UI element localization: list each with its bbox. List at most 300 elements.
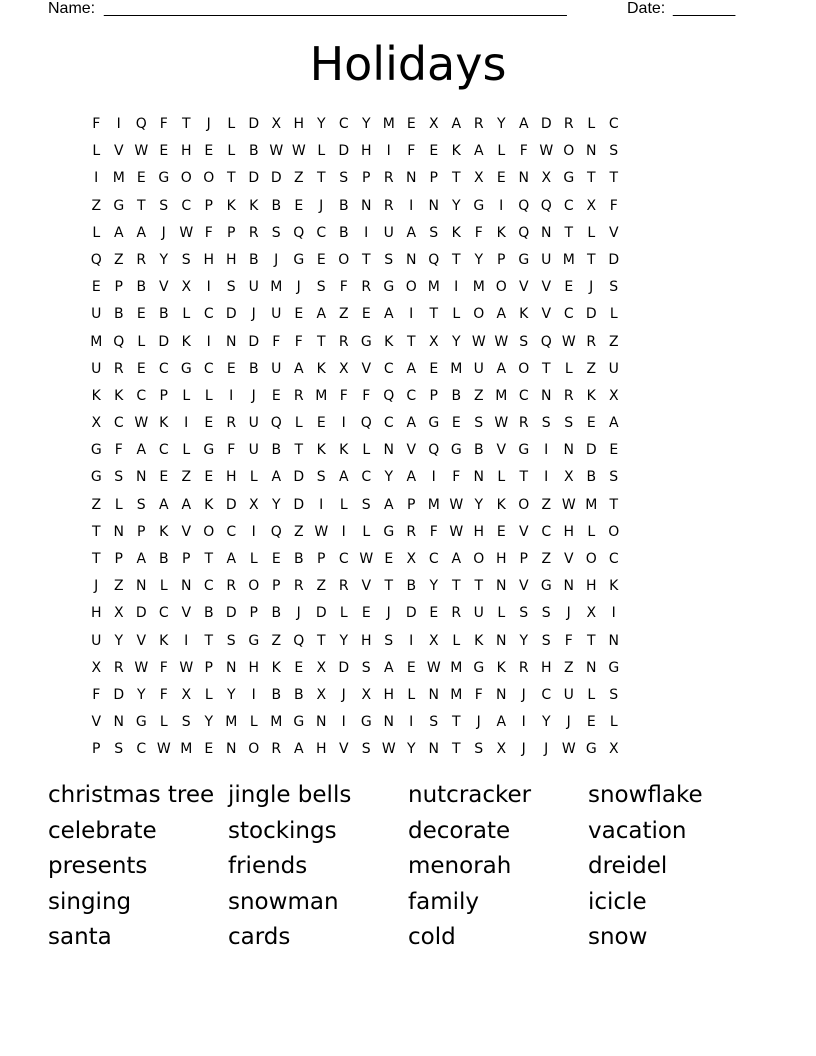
grid-letter: D [248,116,260,132]
grid-letter: F [474,686,483,703]
grid-letter: J [251,306,256,323]
grid-letter: H [360,143,372,160]
word-list [48,778,768,956]
grid-letter: H [293,116,305,132]
grid-letter: N [541,387,552,404]
grid-letter: A [293,360,304,377]
grid-letter: B [248,251,259,268]
grid-letter: K [474,632,484,649]
word-list-item: singing [48,888,132,915]
grid-letter: I [116,116,121,132]
grid-letter: Q [518,224,530,241]
grid-letter: K [451,224,461,241]
grid-letter: X [361,686,372,703]
grid-letter: S [609,279,619,296]
grid-letter: X [428,333,439,350]
grid-letter: G [360,714,372,731]
grid-letter: L [452,306,461,323]
grid-letter: H [90,605,102,622]
grid-letter: W [359,551,374,567]
grid-letter: Q [360,415,372,432]
grid-letter: Q [428,442,440,459]
grid-letter: Z [271,632,282,649]
grid-letter: W [494,415,509,432]
grid-letter: M [90,333,103,350]
grid-letter: N [428,197,439,214]
grid-letter: F [272,333,281,350]
grid-letter: T [586,170,596,187]
grid-letter: A [496,360,507,377]
grid-letter: L [182,442,191,459]
grid-letter: C [181,197,192,214]
grid-letter: F [609,197,618,214]
grid-letter: I [319,496,324,513]
grid-letter: X [541,170,552,187]
grid-letter: D [158,333,170,350]
grid-letter: G [113,197,125,214]
word-list-item: snow [588,924,648,951]
grid-letter: G [608,659,620,676]
grid-letter: T [519,469,529,486]
grid-letter: W [291,143,306,160]
grid-letter: V [608,224,619,241]
grid-letter: E [586,415,596,432]
grid-letter: E [271,387,281,404]
grid-letter: O [180,170,192,187]
grid-letter: L [249,714,258,731]
grid-letter: P [92,741,101,758]
grid-letter: V [361,578,372,595]
word-list-item: jingle bells [228,782,352,808]
word-list-item: vacation [588,817,687,844]
grid-letter: F [204,224,213,241]
grid-letter: R [361,279,372,296]
grid-letter: Z [293,170,304,187]
grid-letter: T [181,116,191,132]
grid-letter: I [251,686,256,703]
word-list-item: stockings [228,817,337,844]
grid-letter: M [225,714,238,731]
grid-letter: Y [114,632,124,649]
grid-letter: E [136,306,146,323]
grid-letter: E [204,143,214,160]
grid-letter: O [473,551,485,567]
word-list-item: snowflake [588,782,703,808]
grid-letter: L [159,578,168,595]
grid-letter: B [271,605,282,622]
grid-letter: B [473,442,484,459]
grid-letter: C [563,197,574,214]
grid-letter: S [181,714,191,731]
grid-letter: N [113,523,124,540]
grid-letter: I [364,224,369,241]
grid-letter: D [113,686,125,703]
grid-letter: W [561,496,576,513]
grid-letter: Q [518,197,530,214]
grid-letter: H [383,686,395,703]
grid-letter: L [182,387,191,404]
grid-letter: J [566,714,571,731]
grid-letter: P [249,605,258,622]
grid-letter: V [406,442,417,459]
grid-letter: A [136,551,147,567]
grid-letter: G [450,442,462,459]
grid-letter: U [563,686,574,703]
grid-letter: P [204,659,213,676]
grid-letter: W [314,523,329,540]
grid-letter: X [181,686,192,703]
grid-letter: D [248,170,260,187]
grid-letter: R [451,605,462,622]
grid-letter: V [496,442,507,459]
grid-letter: W [426,659,441,676]
grid-letter: U [608,360,619,377]
grid-letter: C [203,306,214,323]
grid-letter: Y [496,116,506,132]
grid-letter: E [429,605,439,622]
grid-letter: M [450,659,463,676]
grid-letter: E [564,279,574,296]
grid-letter: Y [226,686,236,703]
grid-letter: C [541,523,552,540]
grid-letter: L [587,224,596,241]
grid-letter: U [91,306,102,323]
grid-letter: Q [293,224,305,241]
grid-letter: C [203,578,214,595]
grid-letter: F [474,224,483,241]
grid-letter: C [383,360,394,377]
grid-letter: Y [474,251,484,268]
grid-letter: W [449,496,464,513]
grid-letter: I [386,143,391,160]
word-list-item: icicle [588,888,647,915]
grid-letter: T [586,632,596,649]
grid-letter: T [451,170,461,187]
grid-letter: F [92,686,101,703]
grid-letter: I [544,469,549,486]
grid-letter: S [114,741,124,758]
grid-letter: O [495,279,507,296]
grid-letter: Y [159,251,169,268]
grid-letter: N [608,632,619,649]
grid-letter: D [293,496,305,513]
grid-letter: U [541,251,552,268]
grid-letter: I [94,170,99,187]
page-title: Holidays [309,37,507,91]
grid-letter: C [203,360,214,377]
grid-letter: I [409,306,414,323]
grid-letter: H [225,469,237,486]
grid-letter: W [471,333,486,350]
grid-letter: I [611,605,616,622]
grid-letter: A [383,659,394,676]
grid-letter: R [113,659,124,676]
grid-letter: B [113,306,124,323]
grid-letter: U [248,279,259,296]
grid-letter: X [248,496,259,513]
grid-letter: X [563,469,574,486]
grid-letter: T [316,632,326,649]
grid-letter: V [541,306,552,323]
grid-letter: B [271,197,282,214]
grid-letter: E [271,551,281,567]
grid-letter: K [384,333,394,350]
grid-letter: L [497,469,506,486]
date-label: Date: [627,0,666,17]
grid-letter: A [451,116,462,132]
grid-letter: E [136,360,146,377]
grid-letter: E [294,306,304,323]
grid-letter: K [496,496,506,513]
grid-letter: Z [113,251,124,268]
grid-letter: N [428,686,439,703]
grid-letter: E [316,415,326,432]
word-list-item: presents [48,853,148,880]
grid-letter: E [384,551,394,567]
grid-letter: A [316,306,327,323]
grid-letter: N [518,170,529,187]
grid-letter: I [206,279,211,296]
word-list-item: santa [48,924,112,951]
grid-letter: S [361,496,371,513]
grid-letter: M [450,686,463,703]
grid-letter: L [227,116,236,132]
grid-letter: L [587,686,596,703]
grid-letter: W [179,224,194,241]
grid-letter: Y [451,197,461,214]
grid-letter: B [271,442,282,459]
grid-letter: W [134,415,149,432]
grid-letter: R [113,360,124,377]
grid-letter: O [203,170,215,187]
grid-letter: G [473,197,485,214]
grid-letter: J [94,578,99,595]
grid-letter: Z [563,659,574,676]
grid-letter: I [251,523,256,540]
grid-letter: Y [339,632,349,649]
grid-letter: Q [293,632,305,649]
grid-letter: G [90,469,102,486]
grid-letter: G [293,251,305,268]
grid-letter: R [383,170,394,187]
grid-letter: S [519,605,529,622]
grid-letter: F [339,279,348,296]
grid-letter: S [519,333,529,350]
grid-letter: N [226,741,237,758]
grid-letter: A [293,741,304,758]
grid-letter: N [586,659,597,676]
grid-letter: W [494,333,509,350]
word-list-item: celebrate [48,817,157,844]
grid-letter: U [91,632,102,649]
grid-letter: R [518,659,529,676]
grid-letter: B [338,224,349,241]
grid-letter: O [203,523,215,540]
grid-letter: O [473,306,485,323]
grid-letter: O [518,360,530,377]
grid-letter: A [406,415,417,432]
word-list-item: snowman [228,888,339,915]
grid-letter: P [519,551,528,567]
grid-letter: P [114,279,123,296]
grid-letter: K [159,415,169,432]
grid-letter: C [541,686,552,703]
grid-letter: G [248,632,260,649]
word-list-item: cards [228,924,291,951]
grid-letter: B [248,360,259,377]
grid-letter: L [497,605,506,622]
grid-letter: T [316,170,326,187]
grid-letter: D [225,306,237,323]
grid-letter: W [134,143,149,160]
grid-letter: P [497,251,506,268]
grid-letter: J [476,714,481,731]
word-list-item: nutcracker [408,782,532,808]
grid-letter: W [561,333,576,350]
grid-letter: T [91,551,101,567]
grid-letter: W [449,523,464,540]
grid-letter: Q [113,333,125,350]
grid-letter: Z [91,197,102,214]
grid-letter: Z [293,523,304,540]
grid-letter: N [226,659,237,676]
grid-letter: S [136,496,146,513]
grid-letter: C [563,306,574,323]
grid-letter: N [473,469,484,486]
grid-letter: C [158,442,169,459]
grid-letter: S [541,605,551,622]
grid-letter: D [585,442,597,459]
grid-letter: F [339,387,348,404]
grid-letter: S [429,714,439,731]
grid-letter: G [90,442,102,459]
grid-letter: B [293,686,304,703]
grid-letter: B [451,387,462,404]
grid-letter: H [248,659,260,676]
grid-letter: T [91,523,101,540]
grid-letter: N [563,578,574,595]
grid-letter: Q [540,333,552,350]
grid-letter: Z [113,578,124,595]
grid-letter: Q [428,251,440,268]
grid-letter: C [608,116,619,132]
grid-letter: H [495,551,507,567]
grid-letter: G [383,279,395,296]
grid-letter: Q [270,415,282,432]
grid-letter: O [608,523,620,540]
grid-letter: Y [384,469,394,486]
grid-letter: P [227,224,236,241]
grid-letter: F [92,116,101,132]
grid-letter: R [518,415,529,432]
grid-letter: O [248,741,260,758]
grid-letter: F [294,333,303,350]
grid-letter: E [316,251,326,268]
grid-letter: I [431,469,436,486]
grid-letter: I [341,523,346,540]
grid-letter: V [181,523,192,540]
grid-letter: C [608,551,619,567]
grid-letter: Q [90,251,102,268]
grid-letter: T [316,333,326,350]
grid-letter: J [274,251,279,268]
grid-letter: V [518,523,529,540]
grid-letter: G [428,415,440,432]
grid-letter: X [338,360,349,377]
grid-letter: C [316,224,327,241]
grid-letter: X [428,632,439,649]
name-field[interactable]: ____________________________________________________ [104,0,567,17]
grid-letter: V [136,632,147,649]
grid-letter: Q [540,197,552,214]
grid-letter: D [585,306,597,323]
grid-letter: Y [406,741,416,758]
grid-letter: Z [473,387,484,404]
grid-letter: V [113,143,124,160]
grid-letter: W [156,741,171,758]
grid-letter: R [226,415,237,432]
grid-letter: G [203,442,215,459]
grid-letter: I [341,415,346,432]
grid-letter: S [474,741,484,758]
grid-letter: X [586,197,597,214]
grid-letter: Y [541,714,551,731]
grid-letter: D [540,116,552,132]
grid-letter: K [159,523,169,540]
grid-letter: Q [270,523,282,540]
grid-letter: S [361,659,371,676]
grid-letter: B [271,686,282,703]
grid-letter: T [294,442,304,459]
grid-letter: E [429,143,439,160]
grid-letter: R [271,741,282,758]
grid-letter: X [91,659,102,676]
grid-letter: F [452,469,461,486]
date-field[interactable]: _______ [673,0,736,17]
grid-letter: J [521,686,526,703]
grid-letter: K [114,387,124,404]
grid-letter: T [586,251,596,268]
grid-letter: G [135,714,147,731]
grid-letter: X [316,659,327,676]
grid-letter: F [429,523,438,540]
grid-letter: T [451,741,461,758]
grid-letter: C [158,360,169,377]
grid-letter: C [518,387,529,404]
grid-letter: M [270,714,283,731]
grid-letter: R [293,578,304,595]
grid-letter: A [338,469,349,486]
grid-letter: T [136,197,146,214]
grid-letter: E [361,306,371,323]
grid-letter: L [182,306,191,323]
grid-letter: D [338,143,350,160]
grid-letter: X [473,170,484,187]
grid-letter: I [521,714,526,731]
grid-letter: K [249,197,259,214]
grid-letter: L [294,415,303,432]
grid-letter: A [181,496,192,513]
grid-letter: E [294,197,304,214]
grid-letter: Z [541,551,552,567]
grid-letter: B [338,197,349,214]
grid-letter: L [609,306,618,323]
grid-letter: L [227,143,236,160]
grid-letter: K [159,632,169,649]
grid-letter: T [204,551,214,567]
grid-letter: F [114,442,123,459]
grid-letter: W [539,143,554,160]
